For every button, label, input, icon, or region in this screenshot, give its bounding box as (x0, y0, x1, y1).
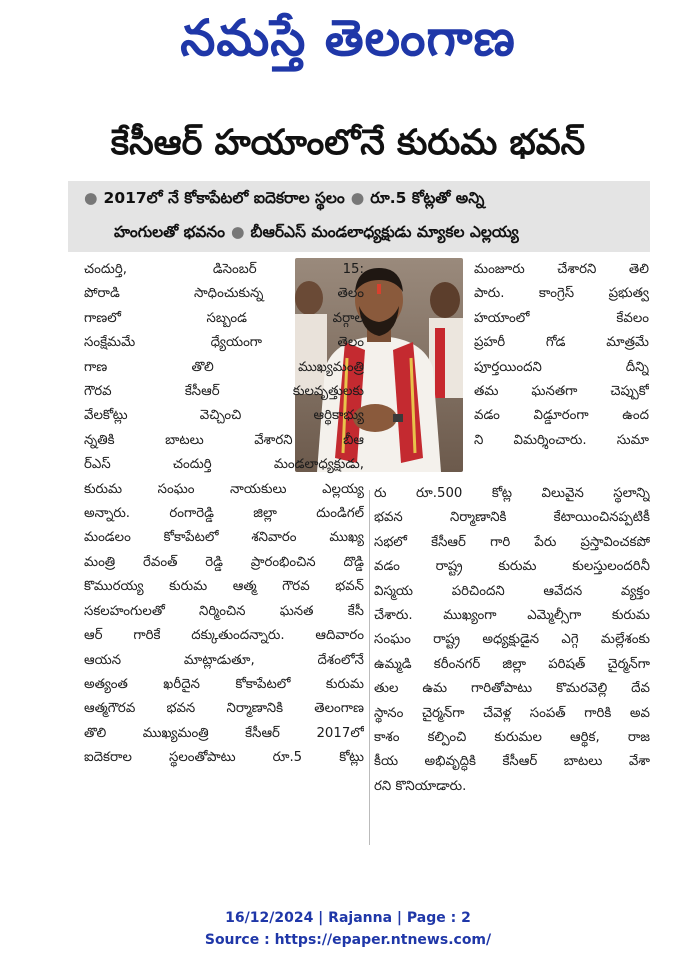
body-line: మంజూరు చేశారని తెలి (474, 262, 649, 277)
article-deck (68, 181, 650, 252)
article-column-right (474, 258, 649, 453)
body-line: కురుమ సంఘం నాయకులు ఎల్లయ్య (84, 481, 364, 497)
body-line: విస్మయ పరిచిందని ఆవేదన వ్యక్తం (374, 583, 650, 599)
body-line: వేలకోట్లు వెచ్చించి ఆర్థికాభ్యు (84, 408, 364, 424)
footer-date-edition: 16/12/2024 | Rajanna | Page : 2 (225, 910, 471, 926)
body-line: రని కొనియాడారు. (374, 778, 467, 794)
body-line: కీయ అభివృద్ధికి కేసీఆర్ బాటలు వేశా (374, 754, 650, 770)
body-line: పోరాడి సాధించుకున్న తెలం (84, 286, 364, 302)
deck-point: హంగులతో భవనం (114, 223, 225, 241)
article-column-bottom (374, 482, 650, 799)
body-line: సకలహంగులతో నిర్మించిన ఘనత కేసీ (84, 603, 364, 619)
deck-point: బీఆర్ఎస్ మండలాధ్యక్షుడు మ్యాకల ఎల్లయ్య (250, 223, 519, 241)
body-line: పూర్తయిందని దీన్ని (474, 359, 649, 375)
body-line: భవన నిర్మాణానికి కేటాయించినప్పటికీ (374, 510, 650, 526)
article-column-left (84, 258, 364, 771)
body-line: వడం రాష్ట్ర కురుమ కులస్తులందరినీ (374, 559, 650, 575)
body-line: వడం విడ్డూరంగా ఉంద (474, 408, 649, 424)
bullet-icon: ● (350, 189, 365, 207)
footer-source: Source : https://epaper.ntnews.com/ (204, 932, 492, 948)
body-line: తుల ఉమ గారితోపాటు కొమరవెల్లి దేవ (374, 681, 650, 697)
body-line: ఆర్ గారికే దక్కుతుందన్నారు. ఆదివారం (84, 628, 364, 644)
deck-point: 2017లో నే కోకాపేటలో ఐదెకరాల స్థలం (103, 189, 345, 207)
body-line: మంత్రి రేవంత్ రెడ్డి ప్రారంభించిన దొడ్డి (84, 554, 364, 570)
body-line: గాణ తొలి ముఖ్యమంత్రి (84, 359, 364, 375)
body-line: ఉమ్మడి కరీంనగర్ జిల్లా పరిషత్ చైర్మన్‌గా (374, 656, 650, 672)
body-line: గౌరవ కేసీఆర్ కులవృత్తులకు (84, 384, 364, 400)
body-line: ని విమర్శించారు. సుమా (474, 432, 649, 448)
body-line: గాణలో సబ్బండ వర్గాల (84, 310, 364, 326)
body-line: ఆత్మగౌరవ భవన నిర్మాణానికి తెలంగాణ (84, 701, 364, 717)
body-line: ఐదెకరాల స్థలంతోపాటు రూ.5 కోట్లు (84, 750, 364, 766)
bullet-icon: ● (84, 189, 98, 207)
article-headline: కేసీఆర్ హయాంలోనే కురుమ భవన్ (110, 123, 586, 163)
body-line: సంఘం రాష్ట్ర అధ్యక్షుడైన ఎగ్గె మల్లేశంకు (374, 632, 650, 648)
bullet-icon: ● (231, 223, 245, 241)
body-line: తొలి ముఖ్యమంత్రి కేసీఆర్ 2017లో (84, 725, 364, 741)
body-line: రు రూ.500 కోట్ల విలువైన స్థలాన్ని (374, 486, 650, 501)
body-line: ప్రహరీ గోడ మాత్రమే (474, 335, 649, 351)
body-line: ఆయన మాట్లాడుతూ, దేశంలోనే (84, 652, 364, 668)
body-line: కొమురయ్య కురుమ ఆత్మ గౌరవ భవన్ (84, 579, 364, 595)
body-line: సభలో కేసీఆర్ గారి పేరు ప్రస్తావించకపో (374, 534, 650, 550)
body-line: తమ ఘనతగా చెప్పుకో (474, 384, 649, 400)
deck-line-2 (78, 221, 519, 243)
body-line: చందుర్తి, డిసెంబర్ 15: (84, 262, 364, 277)
deck-point: రూ.5 కోట్లతో అన్ని (370, 189, 485, 207)
body-line: న్నతికి బాటలు వేశారని బీఆ (84, 432, 364, 448)
body-line: సంక్షేమమే ధ్యేయంగా తెలం (84, 335, 364, 351)
body-line: మండలం కోకాపేటలో శనివారం ముఖ్య (84, 530, 364, 546)
column-divider (369, 490, 370, 845)
body-line: అన్నారు. రంగారెడ్డి జిల్లా దుండిగల్ (84, 506, 364, 522)
body-line: కాశం కల్పించి కురుమల ఆర్థిక, రాజ (374, 730, 650, 746)
body-line: అత్యంత ఖరీదైన కోకాపేటలో కురుమ (84, 676, 364, 692)
deck-line-1 (78, 187, 484, 209)
body-line: హయాంలో కేవలం (474, 310, 649, 326)
body-line: పారు. కాంగ్రెస్ ప్రభుత్వ (474, 286, 649, 302)
body-line: ర్ఎస్ చందుర్తి మండలాధ్యక్షుడు, (84, 457, 364, 473)
body-line: చేశారు. ముఖ్యంగా ఎమ్మెల్సీగా కురుమ (374, 608, 650, 624)
body-line: స్థానం చైర్మన్‌గా చేవెళ్ల సంపత్ గారికి అవ (374, 705, 650, 721)
masthead-title: నమస్తే తెలంగాణ (180, 9, 516, 67)
